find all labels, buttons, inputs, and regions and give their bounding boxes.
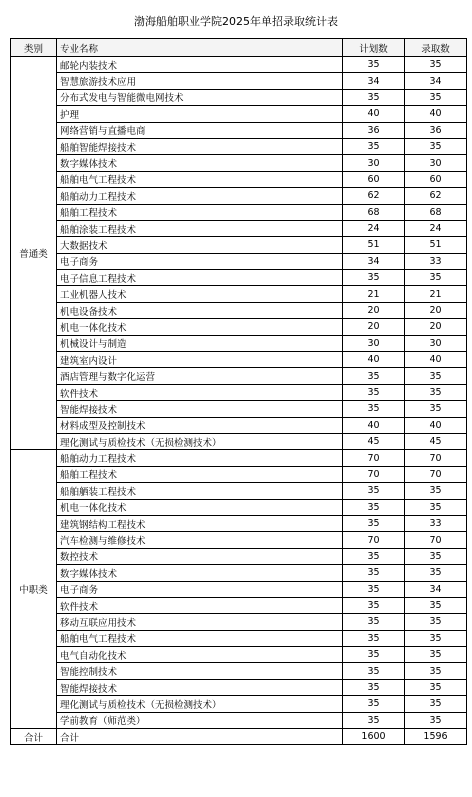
header-admitted: 录取数: [405, 39, 467, 57]
plan-cell: 35: [343, 663, 405, 679]
plan-cell: 35: [343, 679, 405, 695]
major-name-cell: 船舶工程技术: [57, 466, 343, 482]
plan-cell: 35: [343, 483, 405, 499]
major-name-cell: 电气自动化技术: [57, 647, 343, 663]
admitted-cell: 40: [405, 352, 467, 368]
table-row: [11, 352, 467, 368]
admitted-cell: 35: [405, 89, 467, 105]
admitted-cell: 34: [405, 581, 467, 597]
table-row: [11, 499, 467, 515]
plan-cell: 35: [343, 581, 405, 597]
major-name-cell: 大数据技术: [57, 237, 343, 253]
admitted-cell: 35: [405, 663, 467, 679]
major-name-cell: 船舶工程技术: [57, 204, 343, 220]
plan-cell: 30: [343, 155, 405, 171]
table-row: [11, 515, 467, 531]
major-name-cell: 理化测试与质检技术（无损检测技术）: [57, 433, 343, 449]
table-row: [11, 188, 467, 204]
major-name-cell: 理化测试与质检技术（无损检测技术）: [57, 696, 343, 712]
table-body: [11, 57, 467, 729]
table-row: [11, 384, 467, 400]
major-name-cell: 船舶电气工程技术: [57, 630, 343, 646]
plan-cell: 35: [343, 630, 405, 646]
table-row: [11, 679, 467, 695]
admitted-cell: 24: [405, 220, 467, 236]
admitted-cell: 35: [405, 138, 467, 154]
plan-cell: 35: [343, 384, 405, 400]
major-name-cell: 工业机器人技术: [57, 286, 343, 302]
major-name-cell: 邮轮内装技术: [57, 57, 343, 73]
major-name-cell: 机电一体化技术: [57, 319, 343, 335]
admitted-cell: 30: [405, 335, 467, 351]
plan-cell: 20: [343, 319, 405, 335]
major-name-cell: 船舶涂装工程技术: [57, 220, 343, 236]
admitted-cell: 40: [405, 417, 467, 433]
table-row: [11, 630, 467, 646]
table-row: [11, 286, 467, 302]
plan-cell: 35: [343, 515, 405, 531]
plan-cell: 35: [343, 548, 405, 564]
admitted-cell: 35: [405, 597, 467, 613]
table-row: [11, 581, 467, 597]
table-row: [11, 237, 467, 253]
major-name-cell: 船舶舾装工程技术: [57, 483, 343, 499]
admitted-cell: 35: [405, 57, 467, 73]
table-row: [11, 270, 467, 286]
table-row: [11, 220, 467, 236]
table-row: [11, 302, 467, 318]
plan-cell: 70: [343, 450, 405, 466]
plan-cell: 21: [343, 286, 405, 302]
plan-cell: 35: [343, 270, 405, 286]
admitted-cell: 60: [405, 171, 467, 187]
table-row: [11, 466, 467, 482]
table-row: [11, 532, 467, 548]
major-name-cell: 电子商务: [57, 581, 343, 597]
table-row: [11, 663, 467, 679]
major-name-cell: 智慧旅游技术应用: [57, 73, 343, 89]
plan-cell: 35: [343, 565, 405, 581]
plan-cell: 35: [343, 696, 405, 712]
table-row: [11, 597, 467, 613]
major-name-cell: 汽车检测与维修技术: [57, 532, 343, 548]
admitted-cell: 35: [405, 696, 467, 712]
admitted-cell: 35: [405, 548, 467, 564]
major-name-cell: 数字媒体技术: [57, 155, 343, 171]
header-major-name: 专业名称: [57, 39, 343, 57]
admitted-cell: 70: [405, 532, 467, 548]
admitted-cell: 30: [405, 155, 467, 171]
admitted-cell: 68: [405, 204, 467, 220]
major-name-cell: 船舶动力工程技术: [57, 450, 343, 466]
major-name-cell: 电子信息工程技术: [57, 270, 343, 286]
major-name-cell: 软件技术: [57, 384, 343, 400]
plan-cell: 35: [343, 614, 405, 630]
category-cell: 普通类: [11, 57, 57, 450]
major-name-cell: 智能控制技术: [57, 663, 343, 679]
table-row: [11, 647, 467, 663]
plan-cell: 34: [343, 73, 405, 89]
major-name-cell: 船舶电气工程技术: [57, 171, 343, 187]
plan-cell: 45: [343, 433, 405, 449]
admission-stats-table: [10, 38, 467, 745]
major-name-cell: 护理: [57, 106, 343, 122]
plan-cell: 60: [343, 171, 405, 187]
table-row: [11, 401, 467, 417]
table-row: [11, 204, 467, 220]
plan-cell: 40: [343, 106, 405, 122]
table-row: [11, 253, 467, 269]
table-row: [11, 483, 467, 499]
major-name-cell: 船舶动力工程技术: [57, 188, 343, 204]
table-row: [11, 433, 467, 449]
table-row: [11, 89, 467, 105]
admitted-cell: 70: [405, 466, 467, 482]
admitted-cell: 20: [405, 319, 467, 335]
total-category-cell: 合计: [11, 729, 57, 745]
major-name-cell: 机电一体化技术: [57, 499, 343, 515]
total-admitted-cell: 1596: [405, 729, 467, 745]
total-plan-cell: 1600: [343, 729, 405, 745]
plan-cell: 20: [343, 302, 405, 318]
category-cell: 中职类: [11, 450, 57, 729]
plan-cell: 70: [343, 466, 405, 482]
table-row: [11, 368, 467, 384]
plan-cell: 35: [343, 712, 405, 728]
plan-cell: 24: [343, 220, 405, 236]
table-row: [11, 57, 467, 73]
plan-cell: 35: [343, 647, 405, 663]
table-row: [11, 696, 467, 712]
major-name-cell: 建筑钢结构工程技术: [57, 515, 343, 531]
plan-cell: 35: [343, 138, 405, 154]
plan-cell: 34: [343, 253, 405, 269]
table-row: [11, 171, 467, 187]
table-row: [11, 417, 467, 433]
plan-cell: 70: [343, 532, 405, 548]
plan-cell: 40: [343, 417, 405, 433]
major-name-cell: 智能焊接技术: [57, 401, 343, 417]
admitted-cell: 34: [405, 73, 467, 89]
admitted-cell: 40: [405, 106, 467, 122]
admitted-cell: 35: [405, 647, 467, 663]
table-row: [11, 122, 467, 138]
admitted-cell: 36: [405, 122, 467, 138]
major-name-cell: 智能焊接技术: [57, 679, 343, 695]
page-title: 渤海船舶职业学院2025年单招录取统计表: [134, 15, 338, 28]
major-name-cell: 船舶智能焊接技术: [57, 138, 343, 154]
admitted-cell: 33: [405, 515, 467, 531]
plan-cell: 35: [343, 401, 405, 417]
plan-cell: 51: [343, 237, 405, 253]
table-row: [11, 712, 467, 728]
admitted-cell: 35: [405, 483, 467, 499]
header-category: 类别: [11, 39, 57, 57]
plan-cell: 36: [343, 122, 405, 138]
major-name-cell: 软件技术: [57, 597, 343, 613]
major-name-cell: 学前教育（师范类）: [57, 712, 343, 728]
table-row: [11, 450, 467, 466]
table-row: [11, 319, 467, 335]
table-row: [11, 155, 467, 171]
plan-cell: 35: [343, 597, 405, 613]
major-name-cell: 机电设备技术: [57, 302, 343, 318]
plan-cell: 40: [343, 352, 405, 368]
major-name-cell: 电子商务: [57, 253, 343, 269]
plan-cell: 35: [343, 499, 405, 515]
table-row: [11, 106, 467, 122]
table-row: [11, 335, 467, 351]
plan-cell: 68: [343, 204, 405, 220]
major-name-cell: 建筑室内设计: [57, 352, 343, 368]
admitted-cell: 35: [405, 679, 467, 695]
table-row: [11, 138, 467, 154]
admitted-cell: 35: [405, 614, 467, 630]
plan-cell: 30: [343, 335, 405, 351]
major-name-cell: 数控技术: [57, 548, 343, 564]
admitted-cell: 33: [405, 253, 467, 269]
admitted-cell: 35: [405, 270, 467, 286]
admitted-cell: 35: [405, 384, 467, 400]
plan-cell: 35: [343, 57, 405, 73]
admitted-cell: 35: [405, 499, 467, 515]
total-name-cell: 合计: [57, 729, 343, 745]
admitted-cell: 35: [405, 565, 467, 581]
major-name-cell: 数字媒体技术: [57, 565, 343, 581]
plan-cell: 35: [343, 89, 405, 105]
major-name-cell: 分布式发电与智能微电网技术: [57, 89, 343, 105]
table-row: [11, 73, 467, 89]
total-row: [11, 729, 467, 745]
admitted-cell: 35: [405, 712, 467, 728]
table-header-row: [11, 39, 467, 57]
table-row: [11, 614, 467, 630]
admitted-cell: 35: [405, 401, 467, 417]
major-name-cell: 机械设计与制造: [57, 335, 343, 351]
admitted-cell: 51: [405, 237, 467, 253]
table-row: [11, 548, 467, 564]
admitted-cell: 62: [405, 188, 467, 204]
major-name-cell: 移动互联应用技术: [57, 614, 343, 630]
major-name-cell: 材料成型及控制技术: [57, 417, 343, 433]
plan-cell: 62: [343, 188, 405, 204]
admitted-cell: 45: [405, 433, 467, 449]
major-name-cell: 网络营销与直播电商: [57, 122, 343, 138]
major-name-cell: 酒店管理与数字化运营: [57, 368, 343, 384]
admitted-cell: 35: [405, 630, 467, 646]
header-plan: 计划数: [343, 39, 405, 57]
table-row: [11, 565, 467, 581]
admitted-cell: 21: [405, 286, 467, 302]
plan-cell: 35: [343, 368, 405, 384]
admitted-cell: 35: [405, 368, 467, 384]
admitted-cell: 70: [405, 450, 467, 466]
admitted-cell: 20: [405, 302, 467, 318]
